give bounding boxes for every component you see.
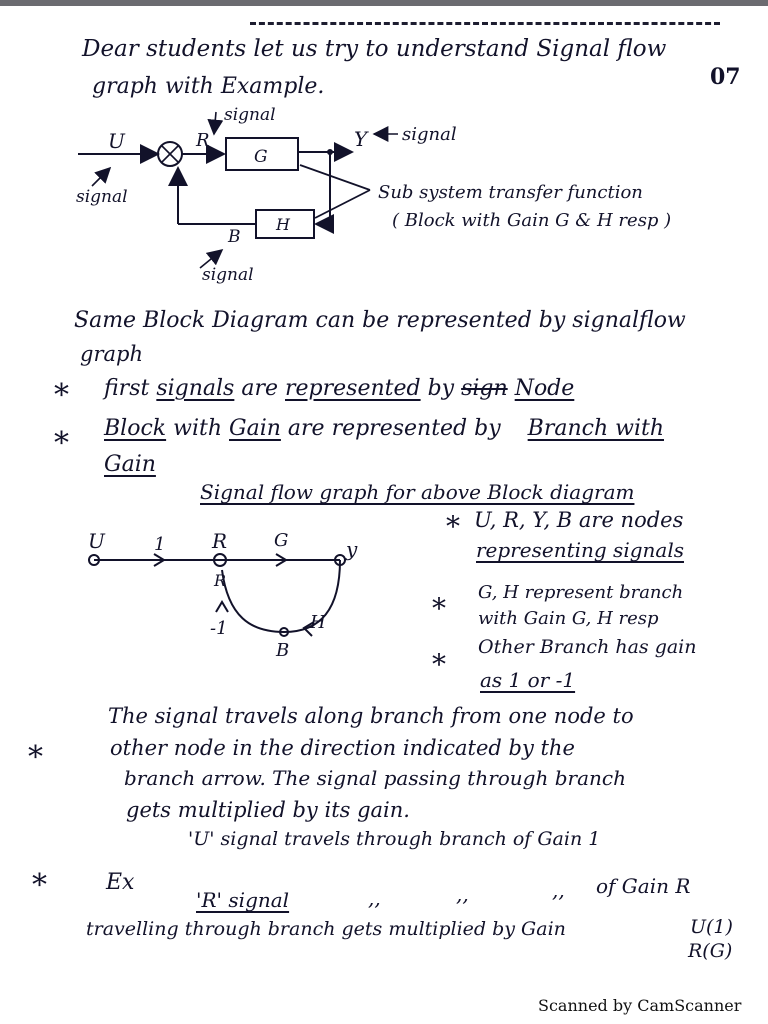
bullet-1-represented: represented bbox=[285, 376, 421, 401]
note-2-line-1: G, H represent branch bbox=[478, 582, 684, 603]
example-line-1: 'U' signal travels through branch of Gain 1 bbox=[188, 828, 601, 850]
bullet-2-gain-2: Gain bbox=[104, 452, 156, 477]
sfg-b-label: B bbox=[276, 640, 290, 661]
block-diagram bbox=[0, 0, 768, 300]
travel-line-1: The signal travels along branch from one node to bbox=[108, 704, 634, 728]
bullet-2-block: Block bbox=[104, 416, 167, 441]
bullet-2-represented: represented by bbox=[331, 416, 501, 441]
scanner-watermark: Scanned by CamScanner bbox=[538, 996, 742, 1015]
bullet-2-branch: Branch with bbox=[527, 416, 664, 441]
bullet-1-star: * bbox=[54, 378, 69, 413]
bd-subsystem-1: Sub system transfer function bbox=[378, 182, 643, 203]
bd-g-label: G bbox=[254, 147, 268, 167]
bullet-1-pre: first bbox=[104, 376, 150, 401]
same-diagram-line-2: graph bbox=[80, 342, 143, 366]
bullet-2-with: with bbox=[173, 416, 222, 441]
example-r-signal: 'R' signal bbox=[196, 888, 290, 912]
example-ex: Ex bbox=[106, 870, 135, 895]
bullet-1-mid: are bbox=[241, 376, 279, 401]
sfg-g-label: G bbox=[274, 530, 289, 551]
bd-input-label: U bbox=[108, 129, 125, 153]
travel-star: * bbox=[28, 740, 43, 775]
example-line-3: travelling through branch gets multiplied by Gain bbox=[86, 918, 566, 940]
note-2-star: * bbox=[432, 592, 446, 625]
bullet-2-gain: Gain bbox=[229, 416, 281, 441]
note-3-line-1: Other Branch has gain bbox=[478, 636, 697, 658]
note-1-star: * bbox=[446, 510, 460, 543]
example-ditto-3: ,, bbox=[552, 878, 565, 902]
note-1-line-1: U, R, Y, B are nodes bbox=[474, 508, 684, 532]
bd-h-label: H bbox=[276, 215, 290, 234]
note-3-star: * bbox=[432, 648, 446, 681]
example-rg: R(G) bbox=[688, 940, 733, 962]
travel-line-3: branch arrow. The signal passing through branch bbox=[124, 766, 626, 790]
sfg-minus-one-label: -1 bbox=[210, 618, 228, 639]
example-gain-r: of Gain R bbox=[596, 874, 691, 898]
sfg-r-top-label: R bbox=[212, 529, 228, 553]
bullet-2 bbox=[104, 416, 664, 441]
example-ditto-1: ,, bbox=[368, 886, 381, 910]
example-u1: U(1) bbox=[690, 916, 733, 938]
bullet-2-are: are bbox=[287, 416, 325, 441]
sfg-r-node-label: R bbox=[214, 571, 227, 590]
sfg-y-label: y bbox=[346, 537, 358, 561]
bd-r-note: signal bbox=[224, 105, 276, 125]
travel-line-2: other node in the direction indicated by the bbox=[110, 736, 575, 760]
sfg-title: Signal flow graph for above Block diagram bbox=[200, 480, 635, 504]
bullet-2-star: * bbox=[54, 426, 69, 461]
intro-line-1: Dear students let us try to understand Signal flow bbox=[82, 36, 667, 62]
bullet-1-signals: signals bbox=[156, 376, 235, 401]
bd-r-label: R bbox=[196, 130, 210, 151]
sfg-h-label: H bbox=[310, 612, 326, 633]
bd-output-note: signal bbox=[402, 124, 457, 145]
bd-output-label: Y bbox=[354, 127, 368, 151]
bullet-1-by: by bbox=[427, 376, 455, 401]
note-2-line-2: with Gain G, H resp bbox=[478, 608, 659, 629]
sfg-one-label: 1 bbox=[154, 534, 166, 555]
bd-subsystem-2: ( Block with Gain G & H resp ) bbox=[392, 210, 672, 231]
intro-line-2: graph with Example. bbox=[92, 74, 325, 99]
sfg-u-label: U bbox=[88, 529, 105, 553]
example-star: * bbox=[32, 868, 47, 903]
signal-flow-graph bbox=[70, 520, 490, 690]
bullet-1-struck: sign bbox=[461, 376, 508, 401]
page-number: 07 bbox=[710, 64, 741, 90]
bd-b-note: signal bbox=[202, 265, 254, 285]
bd-b-label: B bbox=[228, 227, 241, 247]
example-ditto-2: ,, bbox=[456, 882, 469, 906]
note-3-line-2: as 1 or -1 bbox=[480, 668, 576, 692]
note-1-line-2: representing signals bbox=[476, 538, 684, 562]
travel-line-4: gets multiplied by its gain. bbox=[126, 798, 410, 822]
same-diagram-line-1: Same Block Diagram can be represented by signalflow bbox=[74, 308, 686, 333]
bullet-1 bbox=[104, 376, 574, 401]
bd-input-note: signal bbox=[76, 187, 128, 207]
bullet-1-node: Node bbox=[514, 376, 575, 401]
